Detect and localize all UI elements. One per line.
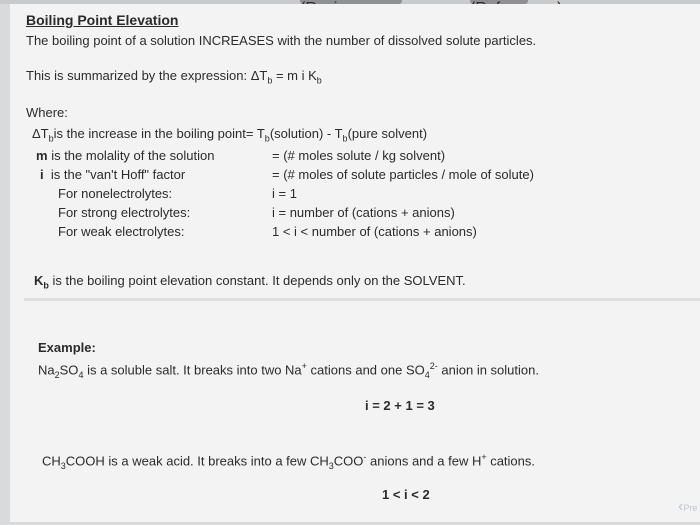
example-line-na2so4: $Na_2SO_4$ is a soluble salt. It breaks into two Na+ cations and one $SO_4^{2-}$ anion in solution. xyxy=(38,361,539,380)
where-label: Where: xyxy=(26,105,68,120)
boiling-point-section xyxy=(10,4,700,294)
definition-molality: m is the molality of the solution xyxy=(36,148,215,163)
example-equation-1: i = 2 + 1 = 3 xyxy=(365,398,435,413)
case-value: i = number of (cations + anions) xyxy=(272,205,455,220)
definition-vant-hoff: i is the "van't Hoff" factor xyxy=(40,167,186,182)
section-title: Boiling Point Elevation xyxy=(26,12,179,28)
example-equation-2: 1 < i < 2 xyxy=(382,487,430,502)
case-label: For nonelectrolytes: xyxy=(58,186,173,201)
case-label: For strong electrolytes: xyxy=(58,205,191,220)
intro-text: The boiling point of a solution INCREASES with the number of dissolved solute particles. xyxy=(26,33,537,48)
case-label: For weak electrolytes: xyxy=(58,224,185,239)
case-value: i = 1 xyxy=(272,186,297,201)
previous-button[interactable]: ‹Pre xyxy=(678,498,698,515)
example-line-ch3cooh: $CH_3COOH$ is a weak acid. It breaks into a few $CH_3COO^-$ anions and a few H+ cations. xyxy=(42,452,536,471)
kb-note: $K_b$ is the boiling point elevation constant. It depends only on the SOLVENT. xyxy=(34,273,466,291)
definition-molality-eq: = (# moles solute / kg solvent) xyxy=(272,148,446,163)
content-panel xyxy=(10,4,700,522)
example-label: Example: xyxy=(38,340,96,355)
section-divider xyxy=(24,298,700,301)
definition-delta-tb: $\Delta T_bis$ the increase in the boiling point= $T_b(solution)$ - $T_b(pure$ solvent) xyxy=(32,126,428,144)
case-value: 1 < i < number of (cations + anions) xyxy=(272,224,477,239)
expression-line: This is summarized by the expression: $\Delta T_b = m$ i $K_b$ xyxy=(26,68,322,86)
definition-vant-hoff-eq: = (# moles of solute particles / mole of solute) xyxy=(272,167,534,182)
chevron-left-icon: ‹ xyxy=(678,498,684,515)
example-section xyxy=(10,304,700,522)
